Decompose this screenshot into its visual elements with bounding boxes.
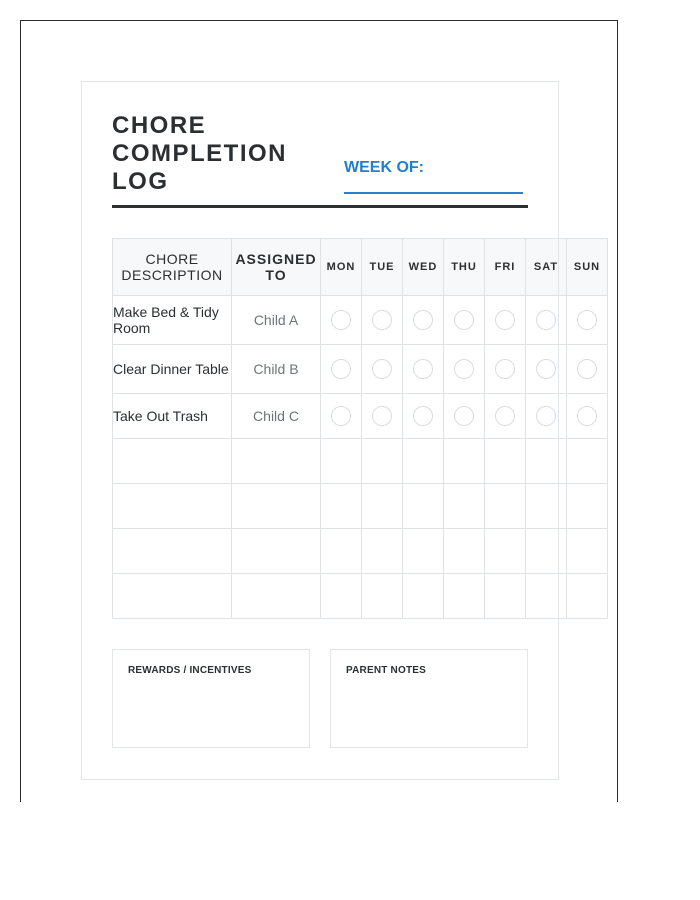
title-line-1: CHORE — [112, 112, 207, 139]
column-header-wed: WED — [403, 239, 444, 296]
column-header-fri: FRI — [485, 239, 526, 296]
empty-cell[interactable] — [567, 439, 608, 484]
table-row — [113, 296, 608, 345]
checkbox-circle[interactable] — [577, 406, 597, 426]
day-cell-wed — [403, 394, 444, 439]
checkbox-circle[interactable] — [495, 406, 515, 426]
column-header-mon: MON — [321, 239, 362, 296]
empty-cell[interactable] — [526, 439, 567, 484]
checkbox-circle[interactable] — [454, 359, 474, 379]
parent-notes-label: PARENT NOTES — [346, 665, 426, 676]
empty-cell[interactable] — [362, 574, 403, 619]
empty-cell[interactable] — [232, 529, 321, 574]
empty-cell[interactable] — [526, 484, 567, 529]
checkbox-circle[interactable] — [577, 310, 597, 330]
empty-cell[interactable] — [567, 529, 608, 574]
day-cell-sat — [526, 394, 567, 439]
empty-row — [113, 484, 608, 529]
checkbox-circle[interactable] — [536, 310, 556, 330]
empty-cell[interactable] — [485, 439, 526, 484]
checkbox-circle[interactable] — [413, 359, 433, 379]
assigned-to: Child C — [232, 394, 321, 439]
empty-cell[interactable] — [321, 439, 362, 484]
checkbox-circle[interactable] — [495, 310, 515, 330]
day-cell-mon — [321, 394, 362, 439]
empty-cell[interactable] — [444, 529, 485, 574]
checkbox-circle[interactable] — [372, 359, 392, 379]
empty-cell[interactable] — [485, 484, 526, 529]
empty-cell[interactable] — [362, 529, 403, 574]
empty-cell[interactable] — [321, 484, 362, 529]
title-line-2: COMPLETION — [112, 140, 287, 167]
day-cell-sat — [526, 296, 567, 345]
checkbox-circle[interactable] — [331, 310, 351, 330]
empty-cell[interactable] — [232, 439, 321, 484]
column-header-assigned: ASSIGNED TO — [232, 239, 321, 296]
checkbox-circle[interactable] — [577, 359, 597, 379]
checkbox-circle[interactable] — [413, 310, 433, 330]
day-cell-mon — [321, 345, 362, 394]
table-row — [113, 394, 608, 439]
empty-cell[interactable] — [526, 529, 567, 574]
day-cell-thu — [444, 296, 485, 345]
checkbox-circle[interactable] — [454, 310, 474, 330]
checkbox-circle[interactable] — [331, 359, 351, 379]
empty-cell[interactable] — [485, 529, 526, 574]
table-header-row — [113, 239, 608, 296]
empty-cell[interactable] — [403, 529, 444, 574]
empty-cell[interactable] — [403, 439, 444, 484]
checkbox-circle[interactable] — [372, 310, 392, 330]
checkbox-circle[interactable] — [536, 359, 556, 379]
empty-cell[interactable] — [403, 574, 444, 619]
empty-cell[interactable] — [444, 574, 485, 619]
empty-cell[interactable] — [113, 484, 232, 529]
column-header-sun: SUN — [567, 239, 608, 296]
empty-cell[interactable] — [444, 439, 485, 484]
empty-cell[interactable] — [403, 484, 444, 529]
empty-cell[interactable] — [362, 484, 403, 529]
empty-row — [113, 529, 608, 574]
checkbox-circle[interactable] — [454, 406, 474, 426]
week-of-label: WEEK OF: — [344, 159, 424, 176]
empty-cell[interactable] — [321, 529, 362, 574]
title-line-3: LOG — [112, 168, 169, 195]
column-header-tue: TUE — [362, 239, 403, 296]
card-edge-overlap — [558, 238, 559, 618]
day-cell-fri — [485, 394, 526, 439]
empty-cell[interactable] — [485, 574, 526, 619]
empty-cell[interactable] — [113, 439, 232, 484]
parent-notes-box[interactable] — [330, 649, 528, 748]
rewards-incentives-label: REWARDS / INCENTIVES — [128, 665, 252, 676]
week-of-field[interactable] — [344, 192, 523, 194]
assigned-to: Child A — [232, 296, 321, 345]
empty-row — [113, 439, 608, 484]
checkbox-circle[interactable] — [536, 406, 556, 426]
chore-description: Make Bed & Tidy Room — [113, 296, 232, 345]
checkbox-circle[interactable] — [413, 406, 433, 426]
column-header-thu: THU — [444, 239, 485, 296]
chore-description: Take Out Trash — [113, 394, 232, 439]
chore-description: Clear Dinner Table — [113, 345, 232, 394]
checkbox-circle[interactable] — [331, 406, 351, 426]
day-cell-sun — [567, 345, 608, 394]
day-cell-sun — [567, 296, 608, 345]
column-header-sat: SAT — [526, 239, 567, 296]
empty-row — [113, 574, 608, 619]
day-cell-tue — [362, 345, 403, 394]
checkbox-circle[interactable] — [372, 406, 392, 426]
day-cell-wed — [403, 345, 444, 394]
empty-cell[interactable] — [362, 439, 403, 484]
rewards-incentives-box[interactable] — [112, 649, 310, 748]
page-title — [112, 112, 332, 196]
day-cell-tue — [362, 296, 403, 345]
day-cell-fri — [485, 345, 526, 394]
empty-cell[interactable] — [232, 574, 321, 619]
day-cell-wed — [403, 296, 444, 345]
chore-log-table — [112, 238, 608, 619]
day-cell-mon — [321, 296, 362, 345]
day-cell-sat — [526, 345, 567, 394]
empty-cell[interactable] — [113, 574, 232, 619]
empty-cell[interactable] — [526, 574, 567, 619]
empty-cell[interactable] — [567, 484, 608, 529]
checkbox-circle[interactable] — [495, 359, 515, 379]
column-header-chore: CHORE DESCRIPTION — [113, 239, 232, 296]
empty-cell[interactable] — [232, 484, 321, 529]
table-row — [113, 345, 608, 394]
day-cell-fri — [485, 296, 526, 345]
empty-cell[interactable] — [113, 529, 232, 574]
day-cell-tue — [362, 394, 403, 439]
day-cell-sun — [567, 394, 608, 439]
day-cell-thu — [444, 345, 485, 394]
empty-cell[interactable] — [444, 484, 485, 529]
title-divider — [112, 205, 528, 208]
day-cell-thu — [444, 394, 485, 439]
empty-cell[interactable] — [567, 574, 608, 619]
assigned-to: Child B — [232, 345, 321, 394]
empty-cell[interactable] — [321, 574, 362, 619]
